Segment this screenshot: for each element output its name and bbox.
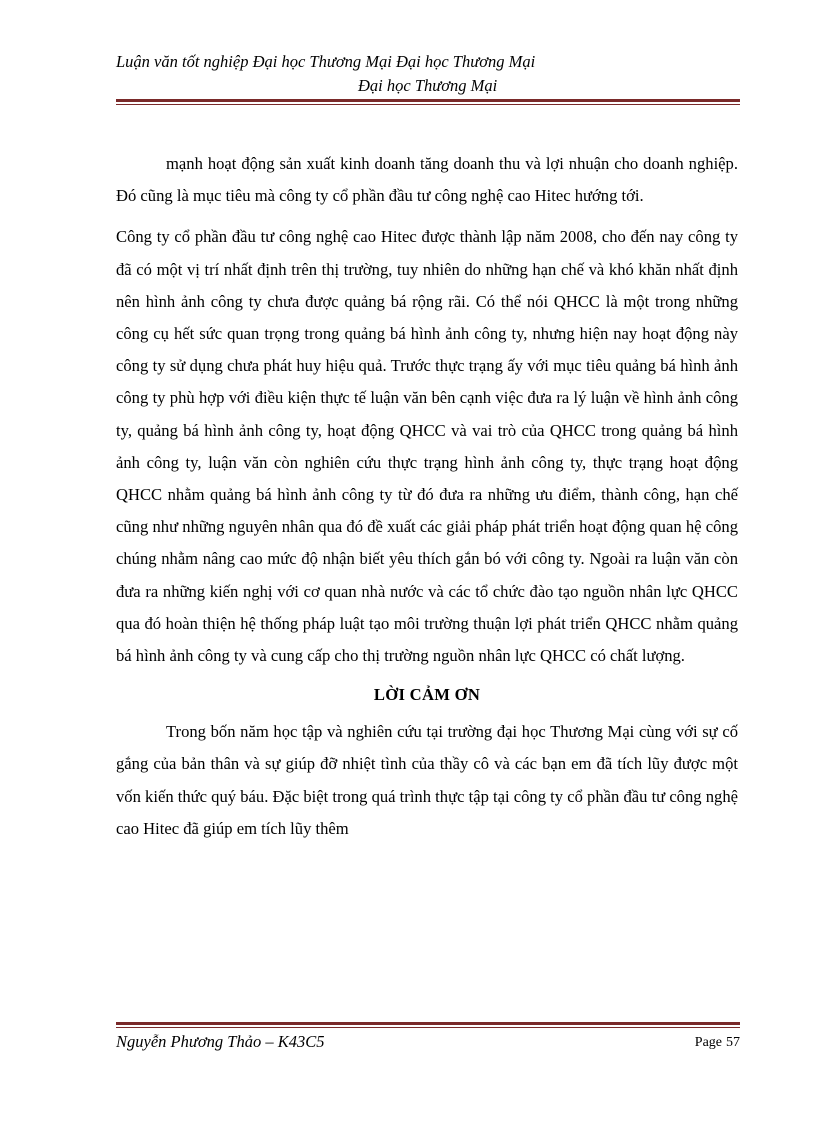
acknowledgement-paragraph: Trong bốn năm học tập và nghiên cứu tại trường đại học Thương Mại cùng với sự cố gắng của bản thân và sự giúp đỡ nhiệt tình của thầy cô và các bạn em đã tích lũy được một vốn kiến thức quý báu. Đặc biệt trong quá trình thực tập tại công ty cổ phần đầu tư công nghệ cao Hitec đã giúp em tích lũy thêm bbox=[116, 722, 738, 838]
footer-author: Nguyễn Phương Thảo – K43C5 bbox=[116, 1032, 325, 1051]
section-heading: LỜI CẢM ƠN bbox=[373, 685, 481, 705]
page-number-value: 57 bbox=[726, 1035, 740, 1050]
header-subtitle: Đại học Thương Mại bbox=[358, 76, 498, 95]
header-title: Luận văn tốt nghiệp Đại học Thương Mại Đại học Thương Mại bbox=[116, 52, 536, 71]
body-paragraph: Công ty cổ phần đầu tư công nghệ cao Hitec được thành lập năm 2008, cho đến nay công ty đã có một vị trí nhất định trên thị trường, tuy nhiên do những hạn chế và khó khăn nhất định nên hình ảnh công ty chưa được quảng bá rộng rãi. Có thể nói QHCC là một trong những công cụ hết sức quan trọng trong quảng bá hình ảnh công ty, nhưng hiện nay hoạt động này công ty sử dụng chưa phát huy hiệu quả. Trước thực trạng ấy với mục tiêu quảng bá hình ảnh công ty phù hợp với điều kiện thực tế luận văn bên cạnh việc đưa ra lý luận về hình ảnh công ty, quảng bá hình ảnh công ty, hoạt động QHCC và vai trò của QHCC trong quảng bá hình ảnh công ty, luận văn còn nghiên cứu thực trạng hình ảnh công ty, thực trạng hoạt động QHCC nhằm quảng bá hình ảnh công ty từ đó đưa ra những ưu điểm, thành công, hạn chế cũng như những nguyên nhân qua đó đề xuất các giải pháp phát triển hoạt động quan hệ công chúng nhằm nâng cao mức độ nhận biết yêu thích gắn bó với công ty. Ngoài ra luận văn còn đưa ra những kiến nghị với cơ quan nhà nước và các tổ chức đào tạo nguồn nhân lực QHCC qua đó hoàn thiện hệ thống pháp luật tạo môi trường thuận lợi phát triển QHCC nhằm quảng bá hình ảnh công ty và cung cấp cho thị trường nguồn nhân lực QHCC có chất lượng. bbox=[116, 227, 738, 666]
page-header bbox=[116, 50, 740, 98]
body-paragraph: mạnh hoạt động sản xuất kinh doanh tăng doanh thu và lợi nhuận cho doanh nghiệp. Đó cũng là mục tiêu mà công ty cổ phần đầu tư công nghệ cao Hitec hướng tới. bbox=[116, 154, 738, 206]
page-footer bbox=[116, 1030, 740, 1054]
header-divider bbox=[116, 99, 740, 105]
document-body bbox=[116, 148, 738, 845]
page-label: Page bbox=[694, 1035, 722, 1050]
footer-divider bbox=[116, 1022, 740, 1028]
page-number bbox=[695, 1032, 740, 1054]
